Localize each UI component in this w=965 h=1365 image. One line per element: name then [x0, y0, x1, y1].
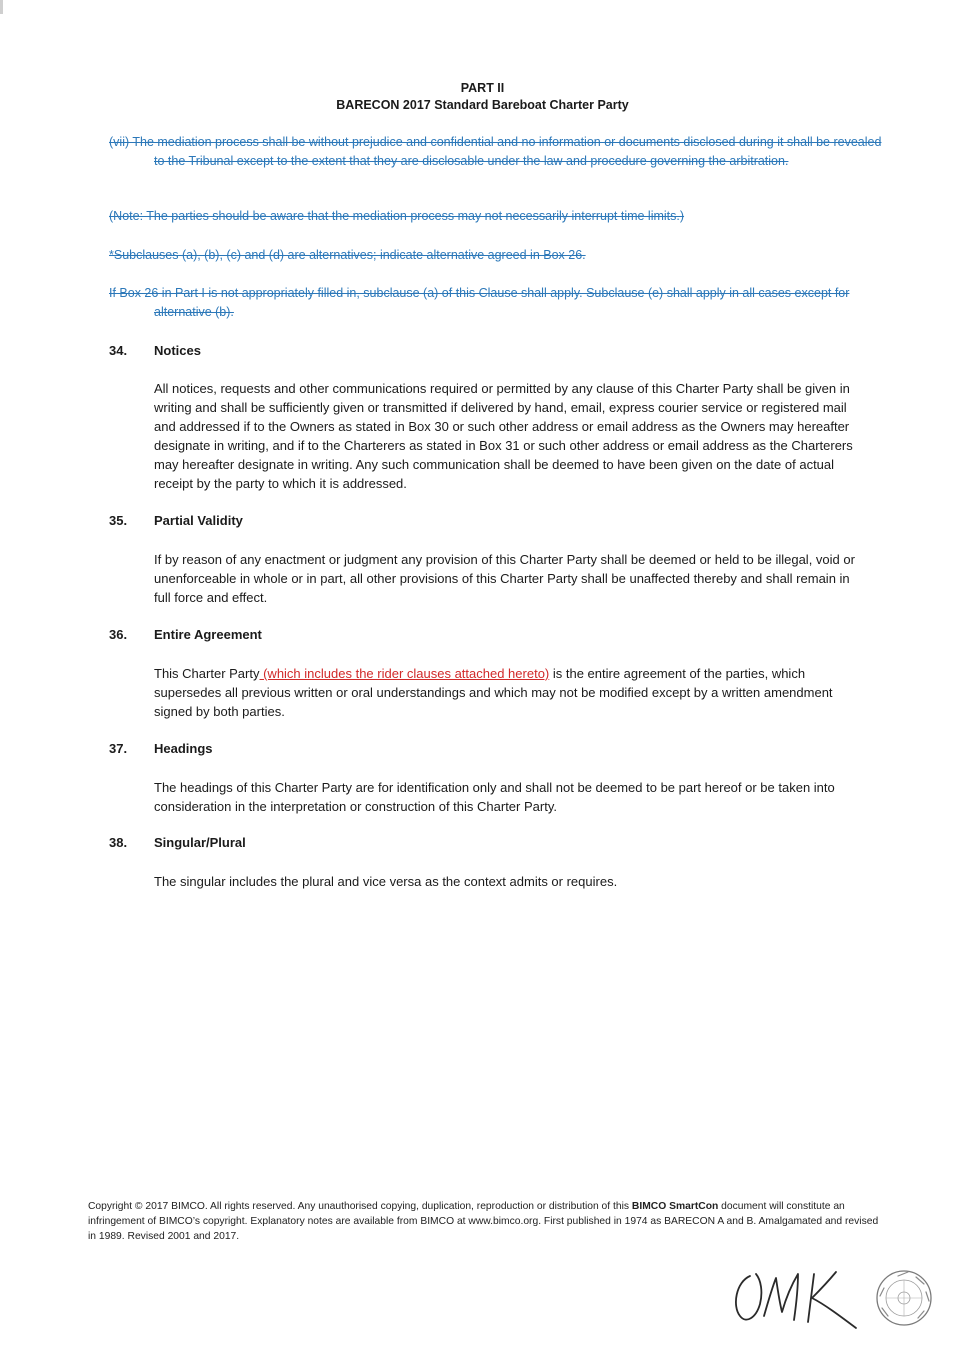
struck-paragraph-vii: (vii) The mediation process shall be without prejudice and confidential and no information or documents disclosed during it shall be revealed to the Tribunal except to the extent that they are disclosable under the law and procedure governing the arbitration. [109, 135, 882, 168]
clause-37-title: Headings [154, 741, 213, 756]
struck-note: (Note: The parties should be aware that the mediation process may not necessarily interrupt time limits.) [109, 209, 685, 223]
copyright-footer [88, 1199, 888, 1244]
company-stamp [874, 1268, 934, 1328]
clause-35-text: If by reason of any enactment or judgment any provision of this Charter Party shall be deemed or held to be illegal, void or unenforceable in whole or in part, all other provisions of this Charter Party shall be unaffected thereby and shall remain in full force and effect. [154, 552, 855, 605]
clause-36-title: Entire Agreement [154, 627, 262, 642]
clause-34-title: Notices [154, 343, 201, 358]
clause-36-text-end: is the entire agreement of the parties, which supersedes all previous written or oral understandings and which may not be modified except by a written amendment signed by both parties. [154, 666, 833, 719]
clause-34-number: 34. [109, 343, 128, 358]
footer-product-name: BIMCO SmartCon [631, 1201, 719, 1212]
clause-37-number: 37. [109, 741, 128, 756]
clause-37-text: The headings of this Charter Party are for identification only and shall not be deemed to be part hereof or be taken into consideration in the interpretation or construction of this Charter Party. [154, 780, 835, 814]
handwritten-initials [728, 1262, 863, 1332]
footer-text-start: Copyright © 2017 BIMCO. All rights reserved. Any unauthorised copying, duplication, reproduction or distribution of this [88, 1201, 632, 1212]
struck-subclauses-note: *Subclauses (a), (b), (c) and (d) are alternatives; indicate alternative agreed in Box 26. [109, 248, 586, 262]
clause-38-text: The singular includes the plural and vice versa as the context admits or requires. [154, 874, 618, 889]
footer-text-end: document will constitute an infringement of BIMCO’s copyright. Explanatory notes are available from BIMCO at www.bimco.org. First published in 1974 as BARECON A and B. Amalgamated and revised in 1989. Revised 2001 and 2017. [88, 1201, 879, 1242]
scan-mark [0, 0, 3, 14]
clause-34-text: All notices, requests and other communications required or permitted by any clause of this Charter Party shall be given in writing and shall be sufficiently given or transmitted if delivered by hand, email, express courier service or registered mail and addressed if to the Owners as stated in Box 30 or such other address or email address as the Owners may hereafter designate in writing, and if to the Charterers as stated in Box 31 or such other address or email address as the Charterers may hereafter designate in writing. Any such communication shall be deemed to have been given on the date of actual receipt by the party to which it is addressed. [154, 381, 853, 491]
struck-box26-note: If Box 26 in Part I is not appropriately filled in, subclause (a) of this Clause shall apply. Subclause (e) shall apply in all cases except for alternative (b). [109, 286, 850, 319]
clause-36-inserted-text: (which includes the rider clauses attached hereto) [259, 666, 550, 681]
clause-38-title: Singular/Plural [154, 835, 246, 850]
part-heading: PART II [460, 81, 505, 95]
clause-36-number: 36. [109, 627, 128, 642]
clause-35-title: Partial Validity [154, 513, 243, 528]
clause-36-text [154, 664, 859, 721]
clause-36-text-start: This Charter Party [154, 666, 260, 681]
document-title: BARECON 2017 Standard Bareboat Charter Party [336, 98, 629, 112]
clause-35-number: 35. [109, 513, 128, 528]
clause-38-number: 38. [109, 835, 128, 850]
